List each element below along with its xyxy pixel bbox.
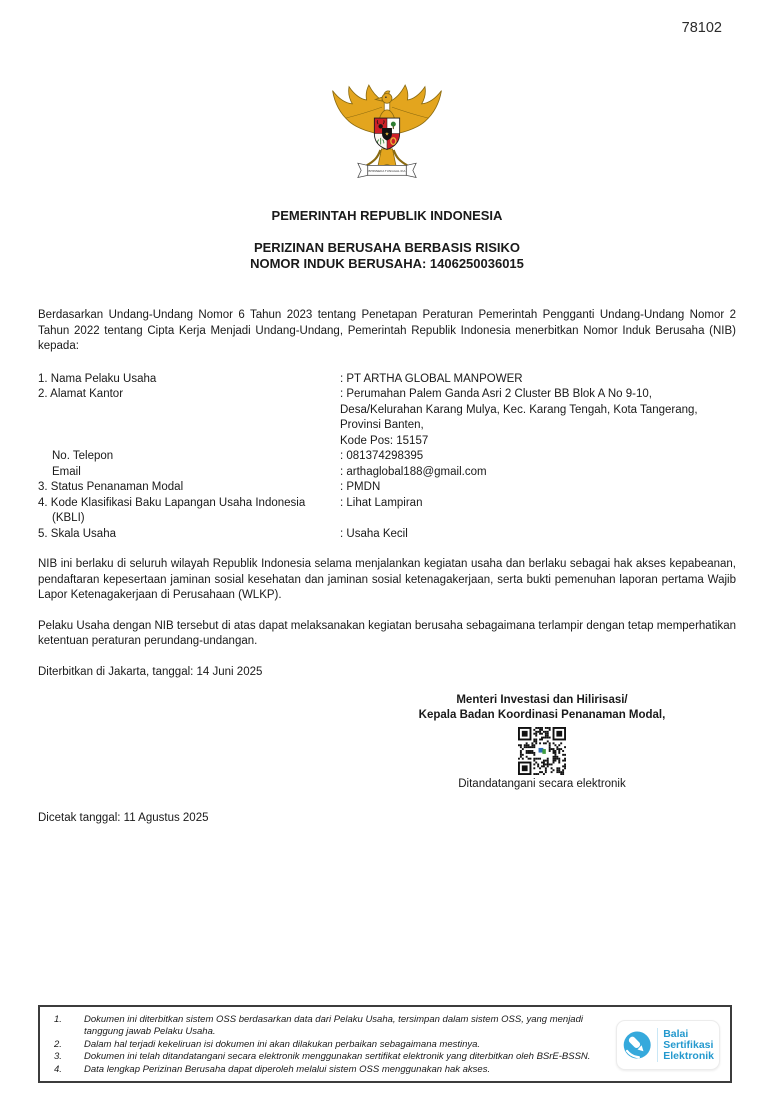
field-label: 1. Nama Pelaku Usaha bbox=[38, 372, 157, 385]
government-title: PEMERINTAH REPUBLIK INDONESIA bbox=[271, 208, 503, 223]
note-text: Dalam hal terjadi kekeliruan isi dokumen ini akan dilakukan perbaikan sebagaimana mestinya. bbox=[84, 1038, 481, 1050]
bsre-seal-icon bbox=[622, 1027, 652, 1063]
field-value: : Perumahan Palem Ganda Asri 2 Cluster BB Blok A No 9-10, bbox=[340, 388, 652, 400]
field-value-multiline bbox=[340, 387, 736, 449]
note-number: 1. bbox=[54, 1014, 62, 1025]
field-row-email bbox=[38, 465, 736, 481]
document-body bbox=[38, 308, 736, 793]
field-label-cont: (KBLI) bbox=[52, 512, 85, 524]
field-label: Email bbox=[52, 465, 81, 478]
field-value: Kode Pos: 15157 bbox=[340, 434, 429, 447]
field-row-alamat bbox=[38, 387, 736, 449]
field-row-telepon bbox=[38, 449, 736, 465]
note-text: Data lengkap Perizinan Berusaha dapat diperoleh melalui sistem OSS menggunakan hak akses. bbox=[84, 1063, 491, 1075]
footer-note bbox=[54, 1064, 616, 1076]
note-text: Dokumen ini diterbitkan sistem OSS berdasarkan data dari Pelaku Usaha, tersimpan dalam sistem OSS, yang menjadi tanggung jawab Pelaku Usaha. bbox=[84, 1014, 583, 1038]
field-value: Desa/Kelurahan Karang Mulya, Kec. Karang Tengah, Kota Tangerang, bbox=[340, 403, 698, 416]
intro-paragraph: Berdasarkan Undang-Undang Nomor 6 Tahun 2023 tentang Penetapan Peraturan Pemerintah Pengganti Undang-Undang Nomor 2 Tahun 2022 tentang Cipta Kerja Menjadi Undang-Undang, Pemerintah Republik Indonesia menerbitkan Nomor Induk Berusaha (NIB) kepada: bbox=[38, 309, 736, 352]
field-row-nama bbox=[38, 372, 736, 388]
field-value: : PMDN bbox=[340, 481, 381, 493]
field-row-status-modal bbox=[38, 480, 736, 496]
signatory-title-line1: Menteri Investasi dan Hilirisasi/ bbox=[456, 694, 628, 706]
printed-date-line: Dicetak tanggal: 11 Agustus 2025 bbox=[38, 812, 209, 824]
logo-text-line: Elektronik bbox=[663, 1049, 714, 1062]
field-label: 5. Skala Usaha bbox=[38, 527, 116, 540]
business-activity-paragraph: Pelaku Usaha dengan NIB tersebut di atas dapat melaksanakan kegiatan berusaha sebagaimana terlampir dengan tetap memperhatikan ketentuan peraturan perundang-undangan. bbox=[38, 619, 736, 647]
bsre-logo-text bbox=[663, 1029, 714, 1062]
field-value: : Lihat Lampiran bbox=[340, 496, 423, 509]
signatory-title-line2: Kepala Badan Koordinasi Penanaman Modal, bbox=[418, 709, 666, 721]
field-label: No. Telepon bbox=[52, 450, 114, 462]
field-label: 2. Alamat Kantor bbox=[38, 388, 124, 400]
note-number: 4. bbox=[54, 1063, 62, 1075]
footer-notes-box bbox=[38, 1005, 732, 1083]
bsre-logo-card bbox=[616, 1020, 720, 1070]
note-number: 2. bbox=[54, 1038, 62, 1050]
field-label: 4. Kode Klasifikasi Baku Lapangan Usaha Indonesia bbox=[38, 496, 306, 509]
doc-number: 78102 bbox=[681, 20, 722, 36]
nib-validity-paragraph: NIB ini berlaku di seluruh wilayah Republik Indonesia selama menjalankan kegiatan usaha dan berlaku sebagai hak akses kepabeanan, pendaftaran kepesertaan jaminan sosial kesehatan dan jaminan sosial ketenagakerjaan, serta bukti pemenuhan laporan pertama Wajib Lapor Ketenagakerjaan di Perusahaan (WLKP). bbox=[38, 558, 736, 601]
svg-text:★: ★ bbox=[384, 131, 390, 138]
field-row-kbli bbox=[38, 496, 736, 527]
signature-block bbox=[362, 693, 722, 793]
logo-text-line: Sertifikasi bbox=[663, 1038, 714, 1051]
footer-note bbox=[54, 1014, 616, 1039]
license-title bbox=[0, 240, 774, 272]
field-value: : 081374298395 bbox=[340, 450, 424, 462]
logo-divider bbox=[657, 1028, 658, 1062]
issued-line: Diterbitkan di Jakarta, tanggal: 14 Juni 2025 bbox=[38, 665, 263, 678]
footer-note bbox=[54, 1051, 616, 1063]
electronic-signature-note: Ditandatangani secara elektronik bbox=[458, 778, 626, 790]
nib-number-line: NOMOR INDUK BERUSAHA: 1406250036015 bbox=[250, 256, 524, 271]
logo-text-line: Balai bbox=[663, 1027, 689, 1040]
footer-note bbox=[54, 1039, 616, 1051]
note-text: Dokumen ini telah ditandatangani secara elektronik menggunakan sertifikat elektronik yang diterbitkan oleh BSrE-BSSN. bbox=[84, 1051, 591, 1063]
field-value: : arthaglobal188@gmail.com bbox=[340, 465, 487, 478]
field-value: Provinsi Banten, bbox=[340, 419, 424, 431]
footer-notes-list bbox=[54, 1014, 616, 1076]
qr-code bbox=[518, 727, 566, 775]
field-value: : Usaha Kecil bbox=[340, 527, 408, 540]
emblem-motto: BHINNEKA TUNGGAL IKA bbox=[368, 169, 406, 173]
fields-list bbox=[38, 372, 736, 543]
field-label: 3. Status Penanaman Modal bbox=[38, 481, 184, 493]
field-row-skala bbox=[38, 527, 736, 543]
garuda-pancasila-emblem-icon bbox=[329, 84, 445, 194]
note-number: 3. bbox=[54, 1051, 62, 1063]
field-value: : PT ARTHA GLOBAL MANPOWER bbox=[340, 372, 523, 385]
license-title-line: PERIZINAN BERUSAHA BERBASIS RISIKO bbox=[253, 240, 521, 255]
